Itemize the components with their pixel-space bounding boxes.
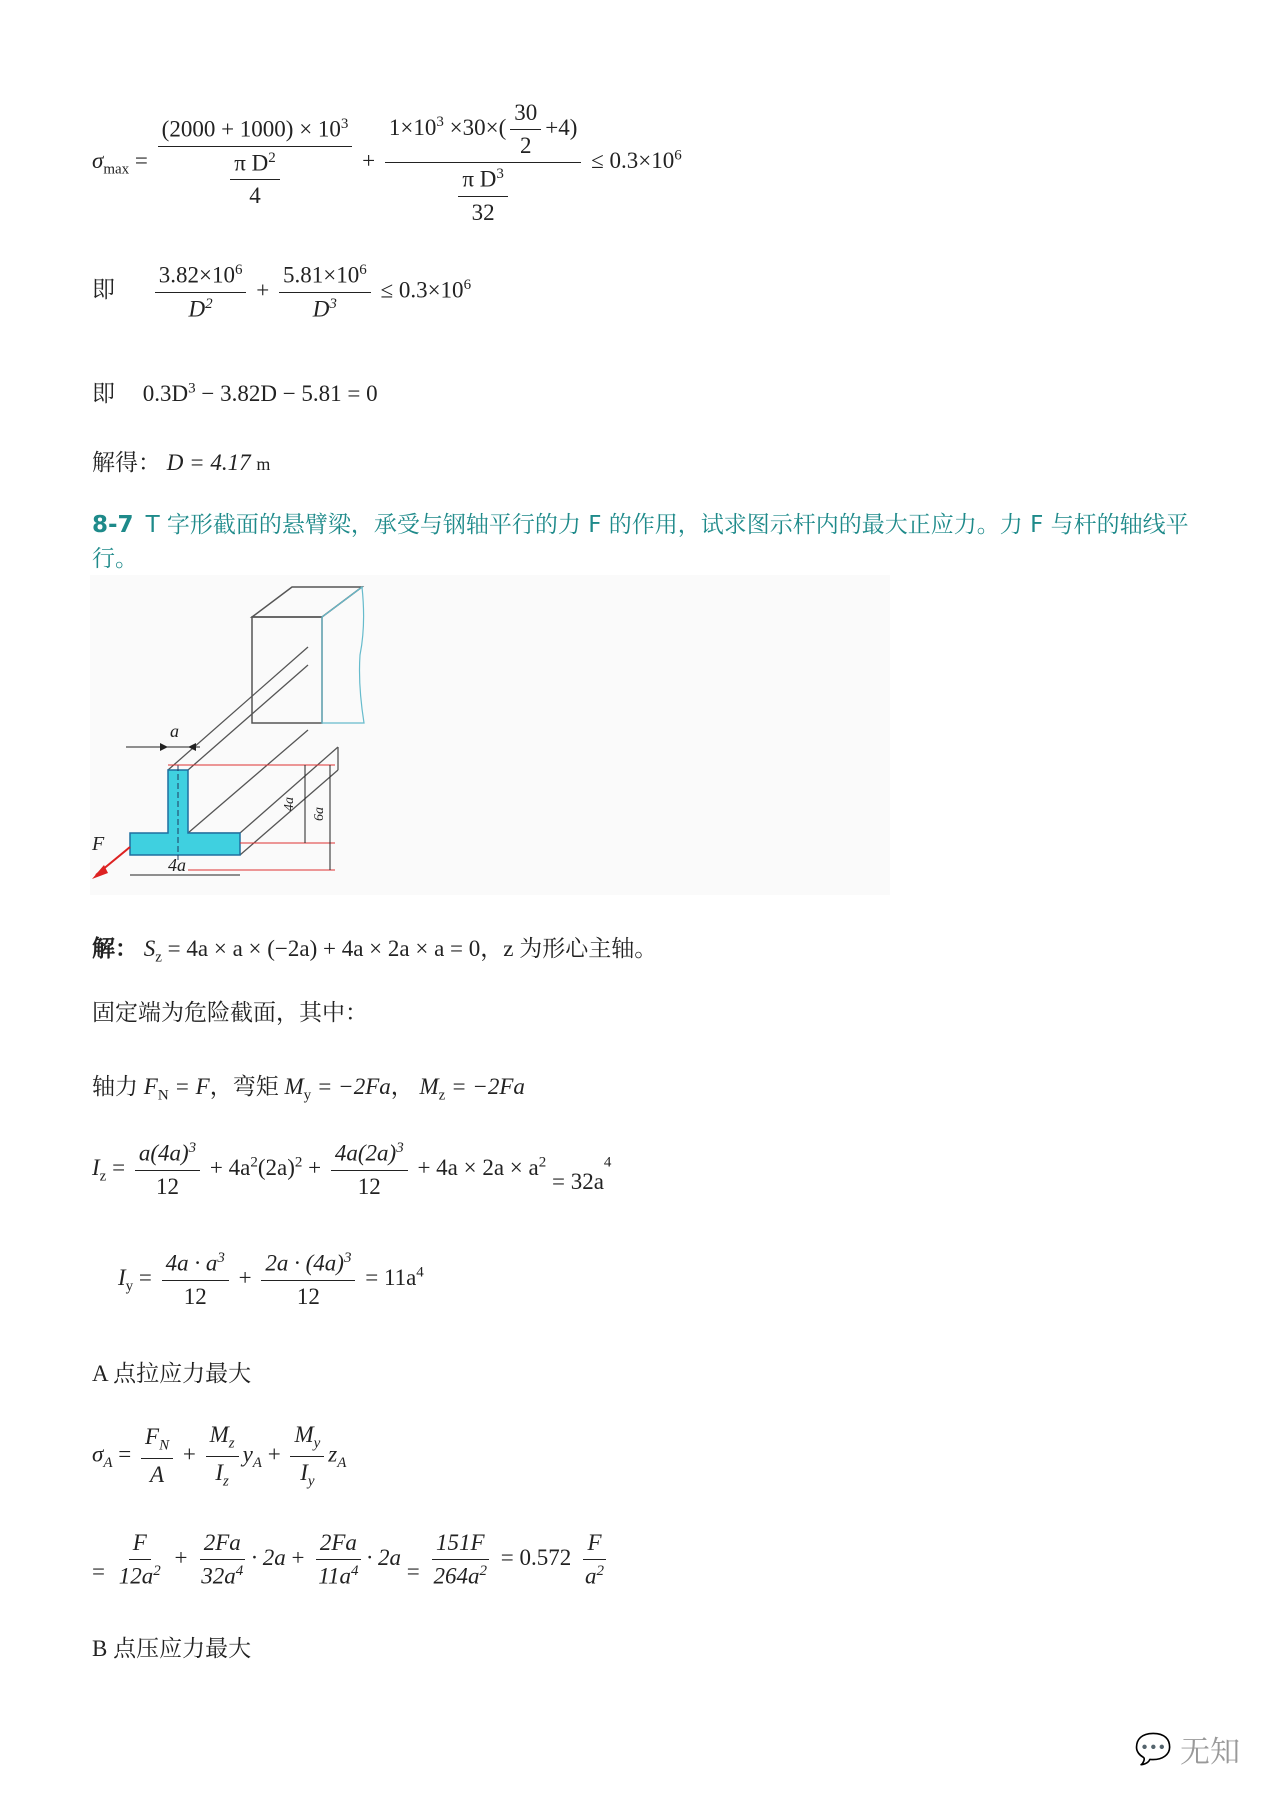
iy-I: I — [118, 1265, 126, 1291]
iz-mid2-sup: 2 — [294, 1154, 303, 1171]
fraction-2-den — [458, 166, 507, 226]
formula-sigma-max — [92, 100, 682, 226]
moment-label: ，弯矩 — [209, 1074, 279, 1099]
l2-f1-den: D — [188, 296, 206, 322]
axial-rest: = F — [168, 1074, 210, 1099]
r-f3-num: 2Fa — [316, 1530, 361, 1560]
iz-res-sup: 4 — [603, 1154, 612, 1171]
l2-frac-1 — [155, 262, 247, 322]
tbeam-figure — [90, 575, 890, 895]
l3-eq-sup: 3 — [188, 380, 196, 397]
f1-num-sup: 3 — [340, 116, 349, 133]
r-f5-den: a — [584, 1563, 597, 1589]
r-f2-num: 2Fa — [200, 1530, 245, 1560]
iz-sub: z — [99, 1168, 107, 1185]
iy-res: = 11a — [365, 1265, 417, 1291]
iz-tail-sup: 2 — [538, 1154, 547, 1171]
sa-f3-num: M — [294, 1422, 314, 1447]
sa-frac-3 — [290, 1422, 324, 1490]
sa-z-sub: A — [337, 1454, 347, 1471]
iz-tail: + 4a × 2a × a — [417, 1155, 539, 1181]
f2-num-c: +4) — [545, 114, 578, 140]
r-frac-2 — [197, 1530, 247, 1590]
formula-line-3 — [92, 375, 378, 408]
l2-f2-num-sup: 6 — [359, 262, 367, 278]
label-a: a — [170, 721, 179, 741]
l2-frac-2 — [279, 262, 371, 322]
label-4a-side: 4a — [282, 797, 297, 811]
a-point-line — [92, 1355, 251, 1388]
l3-eq-b: − 3.82D − 5.81 = 0 — [195, 381, 378, 406]
r-f5-den-sup: 2 — [596, 1563, 604, 1579]
f2-den-sup: 3 — [496, 166, 504, 182]
r-f4-den: 264a — [433, 1563, 480, 1589]
b-point-text: B 点压应力最大 — [92, 1636, 252, 1661]
my-M: M — [284, 1074, 304, 1099]
inner-frac — [510, 100, 541, 159]
iy-f2-sup: 3 — [343, 1250, 352, 1266]
l2-f2-num: 5.81×10 — [282, 262, 360, 288]
r-frac-1 — [115, 1530, 165, 1590]
iy-f2-den: 12 — [296, 1283, 320, 1309]
fixed-end-line — [92, 994, 368, 1027]
f1-den-sup: 2 — [268, 149, 276, 166]
r-f3-tail: · 2a — [366, 1545, 401, 1571]
iy-f1-sup: 3 — [217, 1250, 225, 1266]
sa-sub: A — [103, 1454, 113, 1471]
label-6a-side: 6a — [312, 807, 327, 821]
sa-f1-num: F — [145, 1424, 160, 1450]
f2-den-num: π D — [462, 166, 497, 192]
l3-eq-a: 0.3D — [142, 381, 189, 406]
sa-frac-1 — [141, 1424, 173, 1488]
r-f4-num: 151F — [432, 1530, 489, 1560]
fraction-2 — [385, 100, 581, 226]
a-point-text: A 点拉应力最大 — [92, 1361, 252, 1386]
iz-frac-1 — [135, 1140, 200, 1200]
r-res: = 0.572 — [500, 1545, 572, 1571]
mz-M: M — [419, 1074, 439, 1099]
sa-f1-num-sub: N — [159, 1437, 170, 1454]
l4-unit: m — [256, 454, 271, 474]
wechat-icon: 💬 — [1134, 1731, 1172, 1767]
r-frac-4 — [429, 1530, 491, 1590]
sa-f3-den-sub: y — [307, 1473, 315, 1490]
rhs: ≤ 0.3×10 — [591, 148, 675, 174]
sz-sub: z — [155, 949, 162, 966]
axial-sub: N — [157, 1087, 169, 1104]
formula-line-2 — [92, 262, 471, 322]
solution-line — [92, 444, 270, 477]
iz-f1-num: a(4a) — [138, 1140, 189, 1166]
result-line: = $\frac{F}{12a^2}$ + $\frac{2Fa}{32a^4}$ · 2a + $\frac{2Fa}{11a^4}$ · 2a = $\frac{151F}{264a^2}$ = 0.572 $\frac{F}{a^2}$ — [92, 1530, 612, 1590]
sigma-symbol: σ — [92, 148, 104, 174]
iy-sub: y — [125, 1278, 134, 1295]
iy-f1-num: 4a · a — [165, 1250, 218, 1276]
iz-f1-den: 12 — [155, 1173, 179, 1199]
fraction-1-den — [230, 150, 279, 210]
f1-den-den: 4 — [249, 183, 261, 209]
sa-frac-2 — [206, 1422, 239, 1490]
sigma-sub: max — [103, 161, 130, 178]
equals: = — [134, 148, 154, 174]
iz-f2-num: 4a(2a) — [334, 1140, 397, 1166]
watermark — [1135, 1727, 1240, 1771]
rhs-sup: 6 — [674, 147, 682, 164]
watermark-text: 无知 — [1180, 1735, 1240, 1770]
prefix-ji-2: 即 — [92, 381, 115, 406]
iz-f1-sup: 3 — [188, 1140, 197, 1156]
iy-line: $I_y$ = $\frac{4a \cdot a^3}{12}$ + $\frac{2a \cdot (4a)^3}{12}$ = $11a^4$ — [118, 1250, 424, 1309]
l2-rhs: ≤ 0.3×10 — [380, 277, 464, 303]
sa-y: y — [242, 1441, 253, 1467]
problem-text: T 字形截面的悬臂梁，承受与钢轴平行的力 F 的作用，试求图示杆内的最大正应力。力 F 与杆的轴线平行。 — [92, 512, 1189, 572]
my-sub: y — [303, 1087, 312, 1104]
sz-rest: = 4a × a × (−2a) + 4a × 2a × a = 0 — [161, 936, 481, 961]
l2-f1-num: 3.82×10 — [158, 262, 235, 288]
iz-mid: + 4a — [209, 1155, 251, 1181]
r-f2-tail: · 2a — [251, 1545, 286, 1571]
r-f1-den-sup: 2 — [153, 1563, 161, 1579]
tbeam-diagram — [90, 575, 890, 895]
fixed-end-text: 固定端为危险截面，其中： — [92, 1000, 368, 1025]
f2-den-den: 32 — [471, 199, 495, 225]
sa-f3-den: I — [300, 1459, 308, 1485]
label-4a-bottom: 4a — [168, 855, 186, 875]
problem-number: 8-7 — [92, 512, 134, 538]
f2-num-sup: 3 — [436, 114, 444, 131]
l2-f2-den-sup: 3 — [329, 295, 337, 312]
iy-frac-1 — [162, 1250, 229, 1310]
axial-F: F — [143, 1074, 158, 1099]
sigma-a-line: $\sigma_A$ = $\frac{F_N}{A}$ + $\frac{M_z}{I_z}$ $y_A$ + $\frac{M_y}{I_y}$ $z_A$ — [92, 1422, 347, 1490]
l4-eq: D = 4.17 — [166, 450, 251, 475]
iz-frac-2 — [331, 1140, 408, 1200]
sa-f3-num-sub: y — [313, 1435, 321, 1452]
iy-f1-den: 12 — [183, 1283, 207, 1309]
iz-mid-sup: 2 — [250, 1154, 258, 1171]
sz-S: S — [143, 936, 156, 961]
fraction-1 — [158, 116, 353, 209]
prefix-ji: 即 — [92, 277, 115, 303]
my-rest: = −2Fa — [311, 1074, 391, 1099]
axial-label: 轴力 — [92, 1074, 138, 1099]
b-point-line — [92, 1630, 251, 1663]
r-f1-den: 12a — [118, 1563, 154, 1589]
mz-sub: z — [438, 1087, 446, 1104]
sa-f2-den: I — [215, 1459, 223, 1485]
r-f4-den-sup: 2 — [479, 1563, 487, 1579]
iy-frac-2 — [261, 1250, 355, 1310]
l2-rhs-sup: 6 — [463, 276, 472, 293]
prefix-jiede: 解得： — [92, 450, 161, 475]
sa-f2-num: M — [209, 1422, 229, 1447]
r-f2-den: 32a — [201, 1563, 236, 1589]
r-f1-num: F — [129, 1530, 151, 1560]
iz-f2-sup: 3 — [396, 1140, 404, 1156]
inner-den: 2 — [520, 133, 532, 158]
r-frac-5 — [581, 1530, 608, 1590]
sa-y-sub: A — [252, 1454, 262, 1471]
l2-f1-num-sup: 6 — [234, 262, 243, 278]
iz-I: I — [92, 1155, 100, 1181]
axial-line — [92, 1068, 525, 1105]
sa-z: z — [328, 1441, 338, 1467]
iy-res-sup: 4 — [416, 1264, 424, 1281]
iz-f2-den: 12 — [357, 1173, 381, 1199]
mz-rest: = −2Fa — [445, 1074, 525, 1099]
l2-f1-den-sup: 2 — [205, 295, 213, 312]
l2-f2-den: D — [312, 296, 330, 322]
r-f3-den: 11a — [318, 1563, 351, 1589]
label-F: F — [92, 833, 105, 855]
r-f2-den-sup: 4 — [235, 1563, 244, 1579]
sa-f2-num-sub: z — [228, 1435, 235, 1452]
result-eq1: = — [92, 1559, 105, 1585]
r-frac-3 — [314, 1530, 362, 1590]
f2-num-a: 1×10 — [388, 114, 437, 140]
sa-sigma: σ — [92, 1441, 104, 1467]
sz-suffix: ，z 为形心主轴。 — [480, 936, 658, 961]
f2-num-b: ×30×( — [443, 114, 507, 140]
iz-line: $I_z$ = $\frac{a(4a)^3}{12}$ + $4a^2(2a)^2$ + $\frac{4a(2a)^3}{12}$ + $4a \times 2a \times a^2 = 32a^4$ — [92, 1140, 612, 1199]
plus: + — [362, 148, 376, 174]
iz-mid2: (2a) — [257, 1155, 295, 1181]
sa-f2-den-sub: z — [222, 1473, 229, 1490]
sz-line — [92, 930, 657, 967]
sa-f1-den: A — [150, 1461, 165, 1487]
iy-f2-num: 2a · (4a) — [265, 1250, 344, 1276]
f1-den-num: π D — [234, 150, 269, 176]
inner-num: 30 — [510, 100, 541, 130]
plus: + — [256, 277, 270, 303]
mz-sep: ， — [390, 1074, 414, 1099]
r-f3-den-sup: 4 — [351, 1563, 359, 1579]
result-eq2: = — [406, 1559, 420, 1585]
sol-prefix: 解： — [92, 936, 138, 961]
r-f5-num: F — [583, 1530, 605, 1560]
f1-num: (2000 + 1000) × 10 — [161, 116, 341, 142]
iz-res: = 32a — [551, 1169, 604, 1195]
problem-heading — [92, 508, 1202, 576]
